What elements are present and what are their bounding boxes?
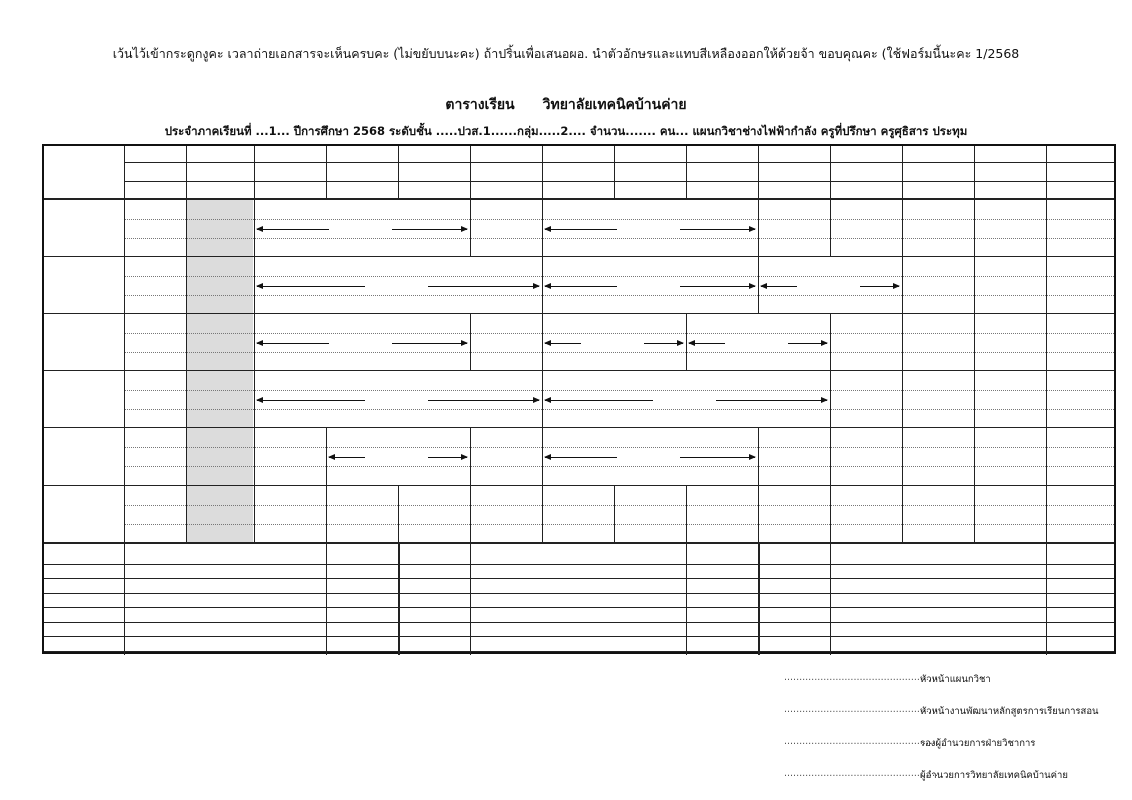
col-line [254,371,255,428]
col-line [902,486,903,543]
col-line [1046,200,1047,257]
course-header-line [44,564,1114,565]
col-line [470,428,471,485]
arrow-left [545,343,581,344]
arrow-right [428,457,467,458]
day-row-line [44,313,1114,314]
col-line [542,200,543,257]
arrow-right [644,343,683,344]
arrow-left [689,343,725,344]
col-line [758,428,759,485]
col-line [686,486,687,543]
course-col-line [830,544,831,655]
col-line [186,486,187,543]
dotted-line [124,333,1114,334]
dotted-line [124,505,1114,506]
arrow-right [680,229,755,230]
signature-dots: ................................................... [784,768,939,779]
col-line [542,314,543,371]
course-col-line [398,544,400,655]
arrow-left [761,286,797,287]
dotted-line [124,295,1114,296]
col-line [542,428,543,485]
dotted-line [124,219,1114,220]
dotted-line [124,390,1114,391]
col-line [974,200,975,257]
signature-dots: ................................................... [784,736,939,747]
col-line [902,428,903,485]
header-col-line [542,146,543,200]
col-line [542,257,543,314]
day-row-line [44,542,1114,544]
course-col-line [124,544,125,655]
course-row-line [44,636,1114,637]
signature-title: รองผู้อำนวยการฝ่ายวิชาการ [920,738,1036,749]
title-left: ตารางเรียน [445,97,515,113]
page-subtitle: ประจำภาคเรียนที่ ...1... ปีการศึกษา 2568 ระดับชั้น .....ปวส.1......กลุ่ม.....2.... จำนวน....... คน... แผนกวิชาช่างไฟฟ้ากำลัง ครูที่ปรึกษา ครูศุธิสาร ประทุม [164,124,968,138]
col-line [902,314,903,371]
arrow-right [428,286,539,287]
course-col-line [686,544,687,655]
time-divider [124,162,1114,163]
col-line [974,257,975,314]
col-line [542,371,543,428]
col-line [614,486,615,543]
header-col-line [686,146,687,200]
header-col-line [830,146,831,200]
course-col-line [470,544,471,655]
dotted-line [124,466,1114,467]
header-col-line [124,146,125,200]
col-line [186,200,187,257]
col-line [902,200,903,257]
title-right: วิทยาลัยเทคนิคบ้านค่าย [542,97,687,113]
dotted-line [124,409,1114,410]
course-row-line [44,622,1114,623]
course-row-line [44,578,1114,579]
col-line [326,428,327,485]
signature-dots: ................................................... [784,704,939,715]
arrow-left [257,286,365,287]
day-row-line [44,427,1114,428]
col-line [1046,486,1047,543]
signature-title: หัวหน้าแผนกวิชา [920,674,991,685]
course-col-line [758,544,760,655]
col-line [974,314,975,371]
col-line [186,428,187,485]
col-line [124,428,125,485]
arrow-left [257,400,365,401]
col-line [830,200,831,257]
col-line [902,371,903,428]
header-col-line [326,146,327,200]
arrow-left [329,457,365,458]
col-line [470,314,471,371]
header-col-line [254,146,255,200]
col-line [186,314,187,371]
col-line [974,486,975,543]
col-line [902,257,903,314]
day-row-line [44,485,1114,486]
arrow-left [545,229,617,230]
col-line [124,314,125,371]
col-line [254,257,255,314]
dotted-line [124,276,1114,277]
col-line [124,371,125,428]
col-line [254,428,255,485]
col-line [830,486,831,543]
arrow-left [545,286,617,287]
arrow-right [860,286,899,287]
header-col-line [470,146,471,200]
col-line [1046,428,1047,485]
arrow-right [788,343,827,344]
header-note: เว้นไว้เข้ากระดูกงูคะ เวลาถ่ายเอกสารจะเห็นครบคะ (ไม่ขยับบนะคะ) ถ้าปริ้นเพื่อเสนอผอ. นำตัวอักษรและแทบสีเหลืองออกให้ด้วยจ้า ขอบคุณคะ (ใช้ฟอร์มนี้นะคะ 1/2568 [112,46,1020,61]
col-line [830,371,831,428]
arrow-right [428,400,539,401]
col-line [758,200,759,257]
header-col-line [186,146,187,200]
arrow-right [680,286,755,287]
col-line [974,428,975,485]
period-divider [124,181,1114,182]
arrow-right [392,343,467,344]
col-line [124,486,125,543]
header-col-line [1046,146,1047,200]
signature-title: ผู้อำนวยการวิทยาลัยเทคนิคบ้านค่าย [920,770,1068,781]
col-line [186,371,187,428]
col-line [254,486,255,543]
col-line [254,200,255,257]
arrow-left [545,400,653,401]
col-line [398,486,399,543]
arrow-left [257,229,329,230]
dotted-line [124,352,1114,353]
header-col-line [614,146,615,200]
signature-title: หัวหน้างานพัฒนาหลักสูตรการเรียนการสอน [920,706,1099,717]
col-line [470,486,471,543]
col-line [830,314,831,371]
col-line [124,257,125,314]
col-line [830,428,831,485]
col-line [124,200,125,257]
col-line [1046,314,1047,371]
header-col-line [398,146,399,200]
col-line [254,314,255,371]
col-line [542,486,543,543]
header-col-line [902,146,903,200]
header-col-line [758,146,759,200]
col-line [686,314,687,371]
arrow-right [716,400,827,401]
course-row-line [44,607,1114,608]
col-line [470,200,471,257]
signature-dots: ................................................... [784,672,939,683]
arrow-right [392,229,467,230]
day-row-line [44,370,1114,371]
col-line [186,257,187,314]
page-title [0,94,1132,116]
dotted-line [124,238,1114,239]
dotted-line [124,447,1114,448]
course-col-line [326,544,327,655]
course-col-line [1046,544,1047,655]
day-row-line [44,256,1114,257]
course-row-line [44,593,1114,594]
course-row-line [44,651,1114,652]
col-line [758,486,759,543]
col-line [326,486,327,543]
arrow-right [680,457,755,458]
col-line [974,371,975,428]
header-col-line [974,146,975,200]
col-line [1046,371,1047,428]
col-line [1046,257,1047,314]
dotted-line [124,524,1114,525]
activity-column-shade [187,200,253,543]
arrow-left [257,343,329,344]
col-line [758,257,759,314]
arrow-left [545,457,617,458]
